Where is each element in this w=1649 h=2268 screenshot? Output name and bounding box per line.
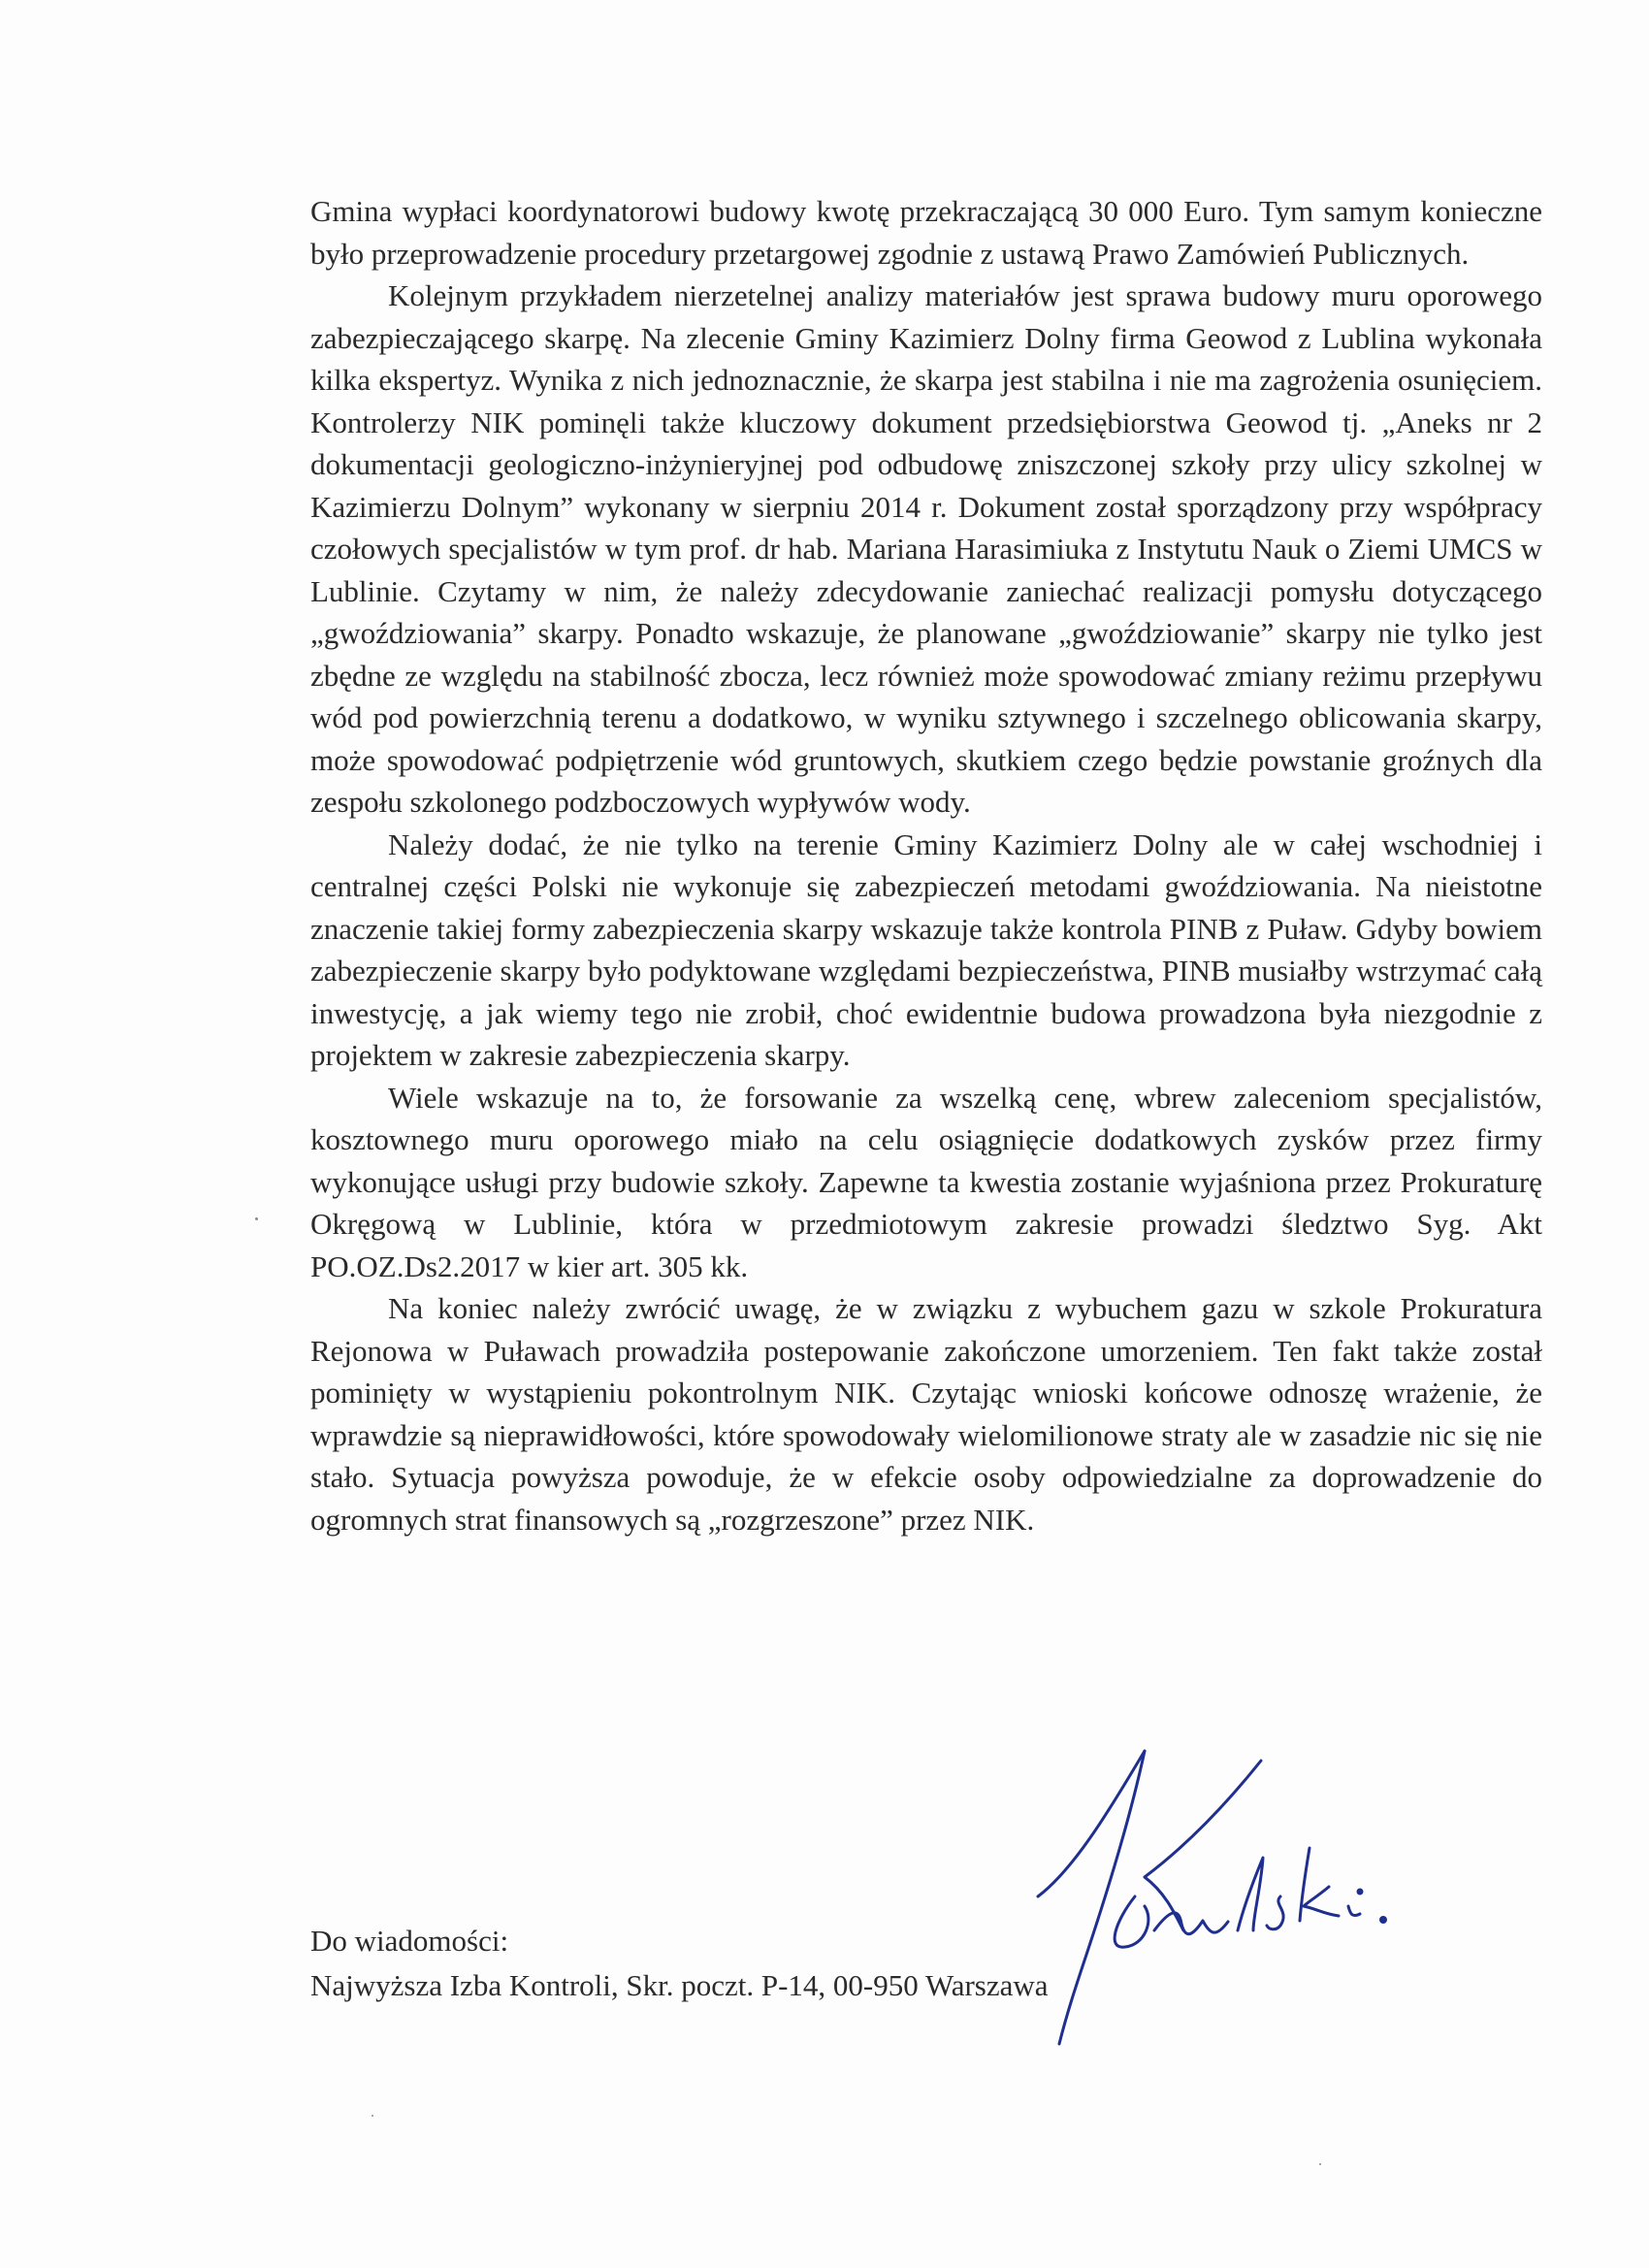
paragraph-nailing-methods: Należy dodać, że nie tylko na terenie Gminy Kazimierz Dolny ale w całej wschodniej i centralnej części Polski nie wykonuje się zabezpieczeń metodami gwoździowania. Na nieistotne znaczenie takiej formy zabezpieczenia skarpy wskazuje także kontrola PINB z Puław. Gdyby bowiem zabezpieczenie skarpy było podyktowane względami bezpieczeństwa, PINB musiałby wstrzymać całą inwestycję, a jak wiemy tego nie zrobił, choć ewidentnie budowa prowadzona była niezgodnie z projektem w zakresie zabezpieczenia skarpy. [310,826,1542,1072]
paragraph-retaining-wall: Kolejnym przykładem nierzetelnej analizy materiałów jest sprawa budowy muru oporowego zabezpieczającego skarpę. Na zlecenie Gminy Kazimierz Dolny firma Geowod z Lublina wykonała kilka ekspertyz. Wynika z nich jednoznacznie, że skarpa jest stabilna i nie ma zagrożenia osunięciem. Kontrolerzy NIK pominęli także kluczowy dokument przedsiębiorstwa Geowod tj. „Aneks nr 2 dokumentacji geologiczno-inżynieryjnej pod odbudowę zniszczonej szkoły przy ulicy szkolnej w Kazimierzu Dolnym” wykonany w sierpniu 2014 r. Dokument został sporządzony przy współpracy czołowych specjalistów w tym prof. dr hab. Mariana Harasimiuka z Instytutu Nauk o Ziemi UMCS w Lublinie. Czytamy w nim, że należy zdecydowanie zaniechać realizacji pomysłu dotyczącego „gwoździowania” skarpy. Ponadto wskazuje, że planowane „gwoździowanie” skarpy nie tylko jest zbędne ze względu na stabilność zbocza, lecz również może spowodować zmiany reżimu przepływu wód pod powierzchnią terenu a dodatkowo, w wyniku sztywnego i szczelnego oblicowania skarpy, może spowodować podpiętrzenie wód gruntowych, skutkiem czego będzie powstanie groźnych dla zespołu szkolonego podzboczowych wypływów wody. [310,278,1542,819]
paragraph-prosecutor-investigation: Wiele wskazuje na to, że forsowanie za wszelką cenę, wbrew zaleceniom specjalistów, kosztownego muru oporowego miało na celu osiągnięcie dodatkowych zysków przez firmy wykonujące usługi przy budowie szkoły. Zapewne ta kwestia zostanie wyjaśniona przez Prokuraturę Okręgową w Lublinie, która w przedmiotowym zakresie prowadzi śledztwo Syg. Akt PO.OZ.Ds2.2017 w kier art. 305 kk. [310,1080,1542,1283]
cc-recipient: Najwyższa Izba Kontroli, Skr. poczt. P-14, 00-950 Warszawa [310,1968,1049,2002]
paragraph-continuation: Gmina wypłaci koordynatorowi budowy kwotę przekraczającą 30 000 Euro. Tym samym konieczne było przeprowadzenie procedury przetargowej zgodnie z ustawą Prawo Zamówień Publicznych. [310,194,1542,271]
letter-body [310,190,1542,1540]
scan-speck [1319,2163,1321,2165]
cc-heading: Do wiadomości: [310,1924,509,1958]
paragraph-conclusion: Na koniec należy zwrócić uwagę, że w związku z wybuchem gazu w szkole Prokuratura Rejonowa w Puławach prowadziła postepowanie zakończone umorzeniem. Ten fakt także został pominięty w wystąpieniu pokontrolnym NIK. Czytając wnioski końcowe odnoszę wrażenie, że wprawdzie są nieprawidłowości, które spowodowały wielomilionowe straty ale w zasadzie nic się nie stało. Sytuacja powyższa powoduje, że w efekcie osoby odpowiedzialne za doprowadzenie do ogromnych strat finansowych są „rozgrzeszone” przez NIK. [310,1291,1542,1537]
scan-speck [255,1217,258,1220]
scan-speck [372,2115,373,2117]
distribution-list [310,1919,1377,2008]
